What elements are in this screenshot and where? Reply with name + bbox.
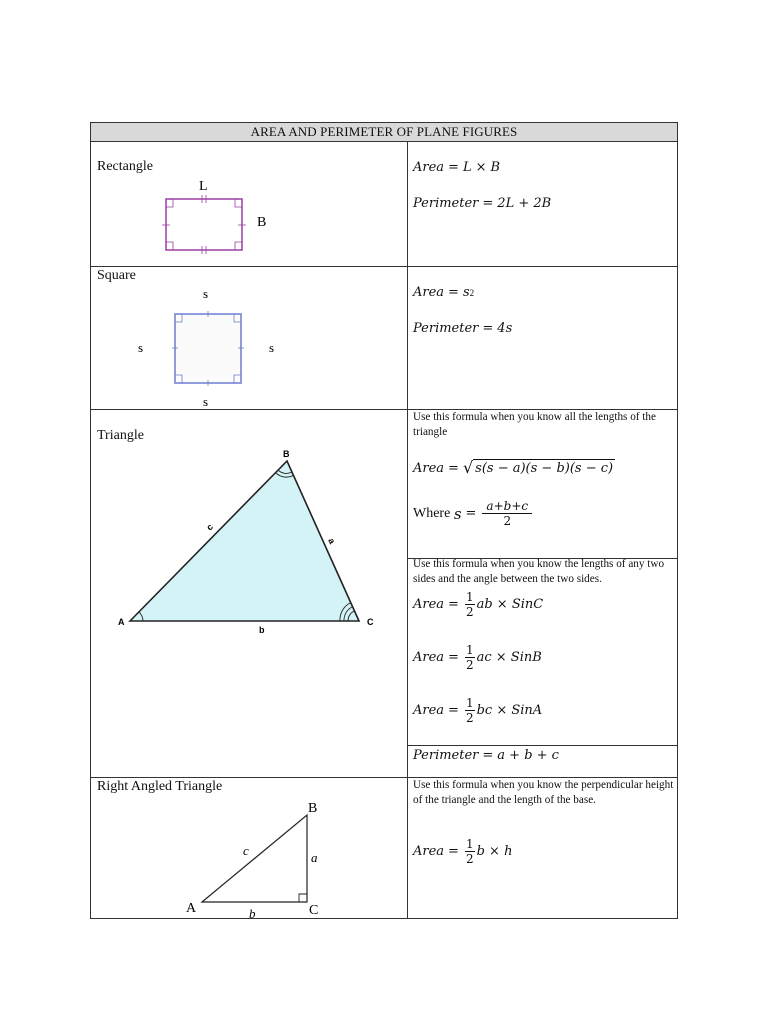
right-triangle-label: Right Angled Triangle xyxy=(97,779,223,794)
border-right xyxy=(677,122,678,919)
triangle-side-b: b xyxy=(259,625,265,635)
triangle-side-c: c xyxy=(204,521,215,533)
square-perimeter-formula: Perimeter = 4s xyxy=(413,321,513,336)
right-triangle-side-a: a xyxy=(311,850,318,865)
triangle-label: Triangle xyxy=(97,428,144,443)
triangle-vertex-b: B xyxy=(283,449,290,459)
right-triangle-side-b: b xyxy=(249,906,256,921)
square-left-label: s xyxy=(138,340,144,355)
sine-note: Use this formula when you know the lengths of any two sides and the angle between the two sides. xyxy=(413,558,665,585)
triangle-perimeter-formula: Perimeter = a + b + c xyxy=(413,748,559,763)
row-divider xyxy=(90,266,678,267)
square-right-label: s xyxy=(269,340,275,355)
square-area-formula: Area = s 2 xyxy=(413,285,475,300)
rectangle-length-label: L xyxy=(199,179,208,194)
border-bottom xyxy=(90,918,678,919)
right-triangle-vertex-a: A xyxy=(186,901,197,916)
border-top xyxy=(90,122,678,123)
right-triangle-side-c: c xyxy=(243,843,249,858)
rectangle-breadth-label: B xyxy=(257,215,267,230)
border-left xyxy=(90,122,91,919)
sine-area-formula-a: Area = $\frac{1}{2}$ bc × SinA xyxy=(413,696,543,725)
square-top-label: s xyxy=(203,286,209,301)
right-triangle-note: Use this formula when you know the perpendicular height of the triangle and the length of the base. xyxy=(413,779,674,806)
square-root: √ s(s − a)(s − b)(s − c) xyxy=(462,458,614,477)
right-triangle-vertex-b: B xyxy=(308,801,318,816)
square-figure xyxy=(130,282,330,410)
rectangle-perimeter-formula: Perimeter = 2L + 2B xyxy=(413,196,552,211)
column-divider xyxy=(407,141,408,919)
table-title: AREA AND PERIMETER OF PLANE FIGURES xyxy=(250,124,518,139)
square-bottom-label: s xyxy=(203,394,209,409)
heron-area-formula: Area = √ s(s − a)(s − b)(s − c) xyxy=(413,458,614,477)
formula-table xyxy=(90,122,678,919)
cell-divider xyxy=(407,745,678,746)
row-divider xyxy=(90,141,678,142)
triangle-vertex-c: C xyxy=(367,617,374,627)
rectangle-figure xyxy=(150,177,290,257)
heron-note: Use this formula when you know all the lengths of the triangle xyxy=(413,411,656,438)
sine-area-formula-b: Area = $\frac{1}{2}$ ac × SinB xyxy=(413,643,542,672)
right-triangle-vertex-c: C xyxy=(309,903,319,918)
square-label: Square xyxy=(97,268,136,283)
rectangle-label: Rectangle xyxy=(97,159,153,174)
triangle-figure xyxy=(115,447,405,637)
right-triangle-figure xyxy=(180,794,340,920)
sine-area-formula-c: Area = $\frac{1}{2}$ ab × SinC xyxy=(413,590,544,619)
right-triangle-area-formula: Area = $\frac{1}{2}$ b × h xyxy=(413,837,513,866)
semi-perimeter-formula: Where s = $\frac{a+b+c}{2}$ xyxy=(413,499,534,528)
triangle-vertex-a: A xyxy=(118,617,125,627)
triangle-side-a: a xyxy=(326,536,338,546)
rectangle-area-formula: Area = L × B xyxy=(413,160,501,175)
